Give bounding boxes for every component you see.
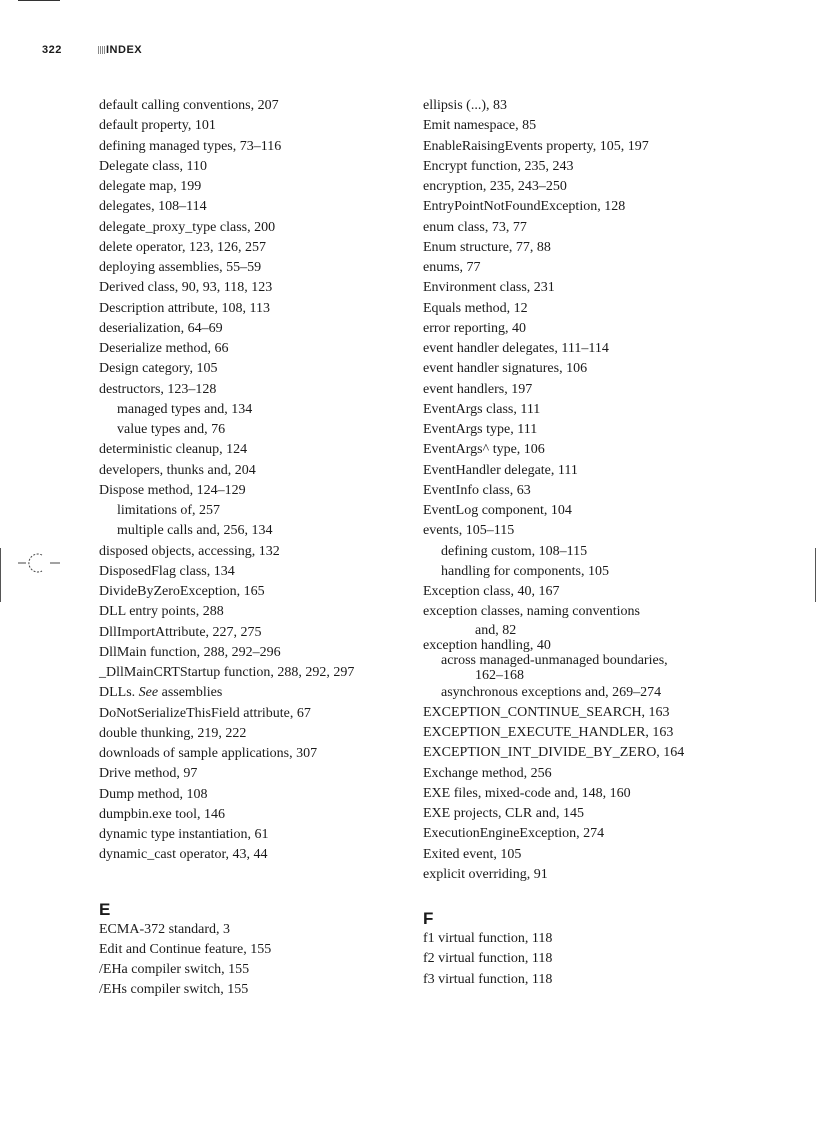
index-entry: Enum structure, 77, 88 [423, 239, 551, 255]
index-entry: error reporting, 40 [423, 320, 527, 336]
index-subentry: multiple calls and, 256, 134 [117, 523, 273, 539]
index-entry: deploying assemblies, 55–59 [99, 260, 262, 275]
index-entry: EnableRaisingEvents property, 105, 197 [423, 138, 649, 154]
index-entry: Design category, 105 [99, 361, 218, 377]
index-entry: dumpbin.exe tool, 146 [99, 806, 225, 822]
index-subentry: asynchronous exceptions and, 269–274 [441, 684, 662, 700]
index-entry: exception handling, 40 [423, 637, 551, 653]
index-entry: dynamic type instantiation, 61 [99, 827, 269, 842]
index-entry: Derived class, 90, 93, 118, 123 [99, 280, 273, 296]
index-entry: f3 virtual function, 118 [423, 971, 553, 987]
index-entry: disposed objects, accessing, 132 [99, 543, 280, 559]
index-entry: ExecutionEngineException, 274 [423, 826, 605, 842]
binding-line-left [0, 548, 1, 602]
index-entry: delegates, 108–114 [99, 199, 207, 215]
index-entry: deterministic cleanup, 124 [99, 442, 248, 458]
index-entry: Equals method, 12 [423, 300, 528, 316]
index-entry-continuation: 162–168 [475, 667, 524, 683]
index-entry: DoNotSerializeThisField attribute, 67 [99, 705, 311, 721]
index-entry: Emit namespace, 85 [423, 118, 537, 134]
index-entry: EXE files, mixed-code and, 148, 160 [423, 785, 631, 801]
index-entry: Edit and Continue feature, 155 [99, 941, 272, 957]
index-entry: Drive method, 97 [99, 766, 198, 782]
index-entry: default calling conventions, 207 [99, 98, 279, 113]
index-entry: defining managed types, 73–116 [99, 138, 282, 154]
index-entry: f1 virtual function, 118 [423, 931, 553, 946]
index-entry: EntryPointNotFoundException, 128 [423, 199, 626, 215]
index-entry: events, 105–115 [423, 523, 515, 539]
index-entry: EventArgs class, 111 [423, 401, 541, 417]
index-entry: double thunking, 219, 222 [99, 725, 247, 741]
index-entry: DLL entry points, 288 [99, 604, 224, 620]
index-entry: /EHa compiler switch, 155 [99, 962, 250, 977]
index-entry: f2 virtual function, 118 [423, 951, 553, 967]
index-entry: enum class, 73, 77 [423, 219, 527, 235]
index-entry: EXE projects, CLR and, 145 [423, 806, 584, 821]
index-entry: Description attribute, 108, 113 [99, 300, 270, 316]
index-entry: /EHs compiler switch, 155 [99, 982, 249, 998]
index-entry: delegate_proxy_type class, 200 [99, 219, 276, 235]
top-rule [18, 0, 60, 1]
index-entry: EventInfo class, 63 [423, 482, 531, 498]
index-column-left [99, 96, 399, 1001]
index-entry-dlls [99, 683, 399, 703]
index-entry: downloads of sample applications, 307 [99, 746, 318, 761]
index-entry: event handlers, 197 [423, 381, 533, 397]
index-subentry: defining custom, 108–115 [441, 543, 588, 559]
index-entry: ECMA-372 standard, 3 [99, 921, 231, 937]
index-entry-text: DLLs. [99, 685, 139, 701]
index-entry: DllImportAttribute, 227, 275 [99, 624, 262, 640]
index-entry: default property, 101 [99, 118, 216, 134]
index-entry: dynamic_cast operator, 43, 44 [99, 847, 268, 863]
index-entry: EventArgs type, 111 [423, 422, 538, 437]
index-entry: Dump method, 108 [99, 786, 208, 802]
index-entry: ellipsis (...), 83 [423, 98, 507, 113]
see-target: assemblies [158, 685, 223, 701]
page-number: 322 [42, 44, 62, 56]
header-marker [98, 46, 106, 54]
index-entry: DllMain function, 288, 292–296 [99, 644, 281, 660]
index-subentry: managed types and, 134 [117, 401, 253, 417]
index-entry: Exchange method, 256 [423, 765, 552, 781]
registration-mark-icon [18, 552, 60, 574]
index-subentry: across managed-unmanaged boundaries, [441, 652, 668, 668]
index-entry-continuation: and, 82 [475, 622, 517, 638]
index-entry: Exited event, 105 [423, 846, 522, 862]
index-entry: Exception class, 40, 167 [423, 584, 560, 599]
index-subentry: value types and, 76 [117, 422, 226, 437]
index-entry: EXCEPTION_CONTINUE_SEARCH, 163 [423, 704, 670, 720]
section-gap [423, 885, 723, 909]
index-entry: EventHandler delegate, 111 [423, 462, 578, 478]
index-entry: encryption, 235, 243–250 [423, 179, 567, 194]
index-entry: Delegate class, 110 [99, 158, 207, 174]
section-letter-f: F [423, 909, 434, 928]
index-entry: destructors, 123–128 [99, 381, 217, 397]
header-title: INDEX [106, 44, 143, 56]
index-entry: _DllMainCRTStartup function, 288, 292, 297 [99, 665, 355, 680]
index-subentry: handling for components, 105 [441, 563, 609, 579]
see-reference: See [138, 685, 159, 701]
index-entry: delete operator, 123, 126, 257 [99, 239, 267, 255]
index-entry: EventArgs^ type, 106 [423, 442, 545, 458]
index-entry: Encrypt function, 235, 243 [423, 158, 574, 174]
index-entry: enums, 77 [423, 260, 481, 275]
index-entry: exception classes, naming conventions [423, 604, 640, 620]
section-gap [99, 866, 399, 900]
section-letter-e: E [99, 899, 111, 919]
index-entry: DisposedFlag class, 134 [99, 563, 235, 579]
index-entry: EventLog component, 104 [423, 503, 572, 518]
index-entry: EXCEPTION_INT_DIVIDE_BY_ZERO, 164 [423, 745, 685, 761]
index-entry: EXCEPTION_EXECUTE_HANDLER, 163 [423, 725, 674, 740]
index-entry: developers, thunks and, 204 [99, 462, 256, 478]
index-entry: deserialization, 64–69 [99, 320, 223, 336]
index-entry: Deserialize method, 66 [99, 341, 229, 356]
index-entry: explicit overriding, 91 [423, 866, 548, 882]
index-subentry: limitations of, 257 [117, 503, 221, 518]
index-entry: Dispose method, 124–129 [99, 482, 246, 498]
index-entry: delegate map, 199 [99, 179, 202, 194]
index-entry: event handler delegates, 111–114 [423, 341, 609, 356]
index-entry: Environment class, 231 [423, 280, 555, 296]
index-entry: DivideByZeroException, 165 [99, 584, 265, 599]
index-column-right [423, 96, 723, 990]
index-entry: event handler signatures, 106 [423, 361, 588, 377]
